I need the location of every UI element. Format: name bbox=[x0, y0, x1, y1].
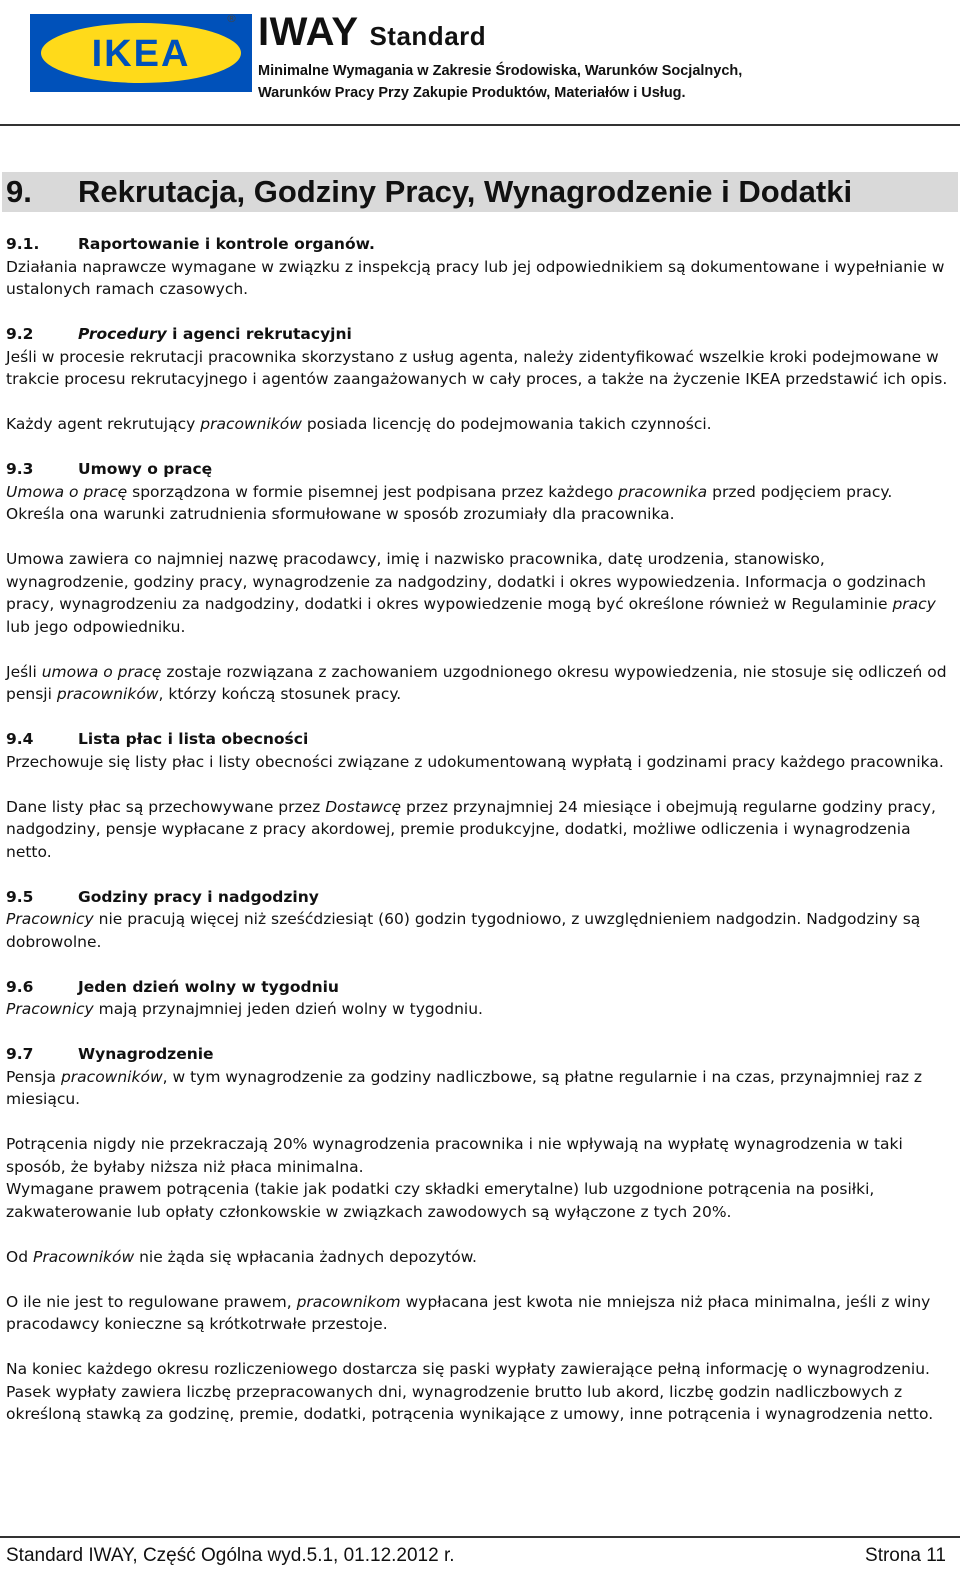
footer-divider bbox=[0, 1536, 960, 1538]
section-9-7-paragraph-6: Na koniec każdego okresu rozliczeniowego dostarcza się paski wypłaty zawierające pełną informację o wynagrodzeniu. Pasek wypłaty zawiera liczbę przepracowanych dni, wynagrodzenie brutto lub akord, liczbę godzin nadliczbowych z określoną stawką za godzinę, premie, dodatki, potrącenia wynikające z umowy, inne potrącenia i wynagrodzenia netto. bbox=[6, 1360, 934, 1423]
title-main: IWAY bbox=[258, 10, 358, 54]
header-divider bbox=[0, 124, 960, 126]
section-9-4-paragraph-2: Dane listy płac są przechowywane przez Dostawcę przez przynajmniej 24 miesiące i obejmują regularne godziny pracy, nadgodziny, pensje wypłacane z pracy akordowej, premie produkcyjne, dodatki, możliwe odliczenia i wynagrodzenia netto. bbox=[6, 797, 936, 861]
title-standard: Standard bbox=[369, 21, 487, 51]
section-9-5-paragraph-1: Pracownicy nie pracują więcej niż sześćdziesiąt (60) godzin tygodniowo, z uwzględnieniem nadgodzin. Nadgodziny są dobrowolne. bbox=[6, 910, 921, 951]
section-9-1-text: Działania naprawcze wymagane w związku z inspekcją pracy lub jej odpowiednikiem są dokumentowane i wypełnianie w ustalonych ramach czasowych. bbox=[6, 257, 945, 298]
section-9-3-paragraph-1: Umowa o pracę sporządzona w formie pisemnej jest podpisana przez każdego pracownika przed podjęciem pracy. Określa ona warunki zatrudnienia sformułowane w sposób zrozumiały dla pracownika. bbox=[6, 482, 893, 523]
section-heading-9-3: 9.3 Umowy o pracę bbox=[6, 460, 213, 478]
section-9-3-paragraph-2: Umowa zawiera co najmniej nazwę pracodawcy, imię i nazwisko pracownika, datę urodzenia, stanowisko, wynagrodzenie, godziny pracy, wynagrodzenie za nadgodziny, dodatki i okres wypowiedzenia. Informacja o godzinach pracy, wynagrodzeniu za nadgodziny, dodatki i okres wypowiedzenie mogą być określone również w Regulaminie pracy lub jego odpowiedniku. bbox=[6, 550, 936, 636]
ikea-logo-text: IKEA bbox=[91, 33, 191, 75]
section-9-7-paragraph-4: Od Pracowników nie żąda się wpłacania żadnych depozytów. bbox=[6, 1247, 477, 1266]
section-9-7-paragraph-3: Wymagane prawem potrącenia (takie jak podatki czy składki emerytalne) lub uzgodnione potrącenia na posiłki, zakwaterowanie lub opłaty członkowskie w związkach zawodowych są wyłączone z tych 20%. bbox=[6, 1180, 875, 1221]
subtitle-line-1: Minimalne Wymagania w Zakresie Środowiska, Warunków Socjalnych, bbox=[258, 63, 743, 79]
ikea-logo bbox=[30, 14, 252, 92]
section-heading-9-1: 9.1. Raportowanie i kontrole organów. bbox=[6, 235, 375, 253]
section-9-2-paragraph-1: Jeśli w procesie rekrutacji pracownika skorzystano z usług agenta, należy zidentyfikować wszelkie kroki podejmowane w trakcie procesu rekrutacyjnego i agentów zaangażowanych w cały proces, a także na życzenie IKEA przedstawić ich opis. bbox=[6, 347, 948, 388]
section-heading-9-7: 9.7 Wynagrodzenie bbox=[6, 1045, 214, 1063]
section-9-6-paragraph-1: Pracownicy mają przynajmniej jeden dzień wolny w tygodniu. bbox=[6, 1000, 483, 1018]
section-9-4-paragraph-1: Przechowuje się listy płac i listy obecności związane z udokumentowaną wypłatą i godzinami pracy każdego pracownika. bbox=[6, 752, 944, 771]
chapter-heading bbox=[2, 172, 958, 212]
subtitle-line-2: Warunków Pracy Przy Zakupie Produktów, Materiałów i Usług. bbox=[258, 85, 686, 101]
document-title bbox=[258, 10, 486, 55]
page-number: Strona 11 bbox=[865, 1545, 946, 1566]
section-heading-9-5: 9.5 Godziny pracy i nadgodziny bbox=[6, 887, 319, 906]
section-heading-9-6: 9.6 Jeden dzień wolny w tygodniu bbox=[6, 977, 339, 996]
section-9-2-paragraph-2: Każdy agent rekrutujący pracowników posiada licencję do podejmowania takich czynności. bbox=[6, 415, 712, 433]
chapter-number: 9. bbox=[6, 174, 32, 209]
section-9-7-paragraph-1: Pensja pracowników, w tym wynagrodzenie za godziny nadliczbowe, są płatne regularnie i na czas, przynajmniej raz z miesiącu. bbox=[6, 1067, 923, 1108]
document-body bbox=[6, 233, 951, 1426]
section-heading-9-2: 9.2 Procedury i agenci rekrutacyjni bbox=[6, 325, 352, 343]
page-header bbox=[0, 0, 960, 128]
section-9-3-paragraph-3: Jeśli umowa o pracę zostaje rozwiązana z zachowaniem uzgodnionego okresu wypowiedzenia, nie stosuje się odliczeń od pensji pracowników, którzy kończą stosunek pracy. bbox=[6, 662, 947, 703]
section-heading-9-4: 9.4 Lista płac i lista obecności bbox=[6, 730, 309, 748]
section-9-7-paragraph-2: Potrącenia nigdy nie przekraczają 20% wynagrodzenia pracownika i nie wpływają na wypłatę wynagrodzenia w taki sposób, że byłaby niższa niż płaca minimalna. bbox=[6, 1135, 903, 1176]
footer-document-info: Standard IWAY, Część Ogólna wyd.5.1, 01.12.2012 r. bbox=[6, 1545, 455, 1566]
chapter-title: Rekrutacja, Godziny Pracy, Wynagrodzenie i Dodatki bbox=[78, 174, 853, 209]
section-9-7-paragraph-5: O ile nie jest to regulowane prawem, pracownikom wypłacana jest kwota nie mniejsza niż płaca minimalna, jeśli z winy pracodawcy konieczne są krótkotrwałe przestoje. bbox=[6, 1292, 931, 1333]
page-footer bbox=[6, 1545, 946, 1567]
registered-mark: ® bbox=[226, 12, 237, 25]
